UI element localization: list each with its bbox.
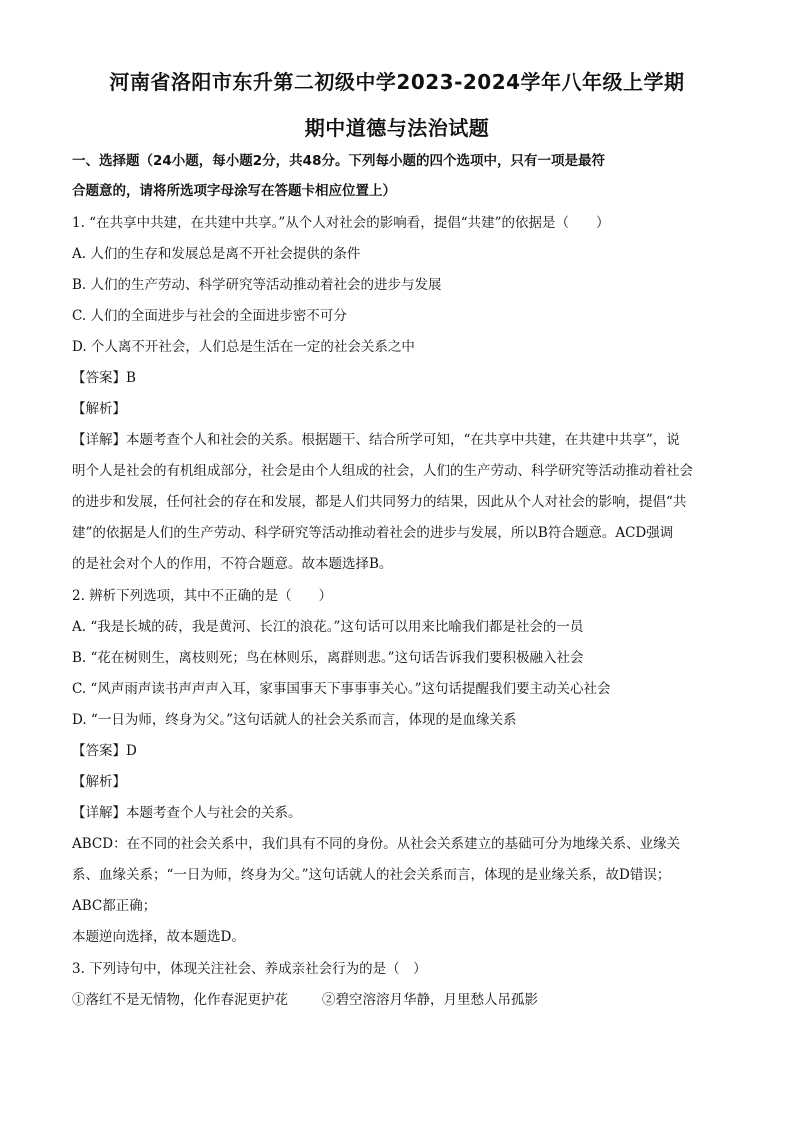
q1-detail-line: 【详解】本题考查个人和社会的关系。根据题干、结合所学可知，“在共享中共建，在共建中共享”，说 (72, 432, 680, 448)
q2-option-a: A. “我是长城的砖，我是黄河、长江的浪花。”这句话可以用来比喻我们都是社会的一员 (72, 619, 584, 635)
q1-answer: 【答案】B (72, 370, 136, 386)
q3-option-2: ②碧空溶溶月华静，月里愁人吊孤影 (322, 992, 538, 1008)
q1-stem: 1. “在共享中共建，在共建中共享。”从个人对社会的影响看，提倡“共建”的依据是（ ） (72, 215, 610, 231)
q3-stem: 3. 下列诗句中，体现关注社会、养成亲社会行为的是（ ） (72, 961, 427, 977)
q2-detail-line: ABCD：在不同的社会关系中，我们具有不同的身份。从社会关系建立的基础可分为地缘关系、业缘关 (72, 836, 681, 852)
q2-detail-line: 【详解】本题考查个人与社会的关系。 (72, 805, 302, 821)
q2-option-b: B. “花在树则生，离枝则死；鸟在林则乐，离群则悲。”这句话告诉我们要积极融入社会 (72, 650, 584, 666)
q1-detail-line: 建”的依据是人们的生产劳动、科学研究等活动推动着社会的进步与发展，所以B符合题意。ACD强调 (72, 525, 674, 541)
section-heading: 一、选择题（24小题，每小题2分，共48分。下列每小题的四个选项中，只有一项是最符 (72, 153, 605, 169)
q2-detail-line: 系、血缘关系；“一日为师，终身为父。”这句话就人的社会关系而言，体现的是业缘关系，故D错误； (72, 867, 671, 883)
q2-detail-line: 本题逆向选择，故本题选D。 (72, 929, 245, 945)
q1-detail-line: 的进步和发展，任何社会的存在和发展，都是人们共同努力的结果，因此从个人对社会的影响，提倡“共 (72, 494, 687, 510)
q2-option-d: D. “一日为师，终身为父。”这句话就人的社会关系而言，体现的是血缘关系 (72, 712, 517, 728)
q1-option-c: C. 人们的全面进步与社会的全面进步密不可分 (72, 308, 347, 324)
page-title: 河南省洛阳市东升第二初级中学2023-2024学年八年级上学期 (109, 70, 685, 94)
section-heading-cont: 合题意的，请将所选项字母涂写在答题卡相应位置上） (72, 183, 396, 199)
q1-option-a: A. 人们的生存和发展总是离不开社会提供的条件 (72, 246, 361, 262)
q2-option-c: C. “风声雨声读书声声声入耳，家事国事天下事事事关心。”这句话提醒我们要主动关心社会 (72, 681, 611, 697)
q1-detail-line: 明个人是社会的有机组成部分，社会是由个人组成的社会，人们的生产劳动、科学研究等活动推动着社会 (72, 463, 693, 479)
q1-analysis-label: 【解析】 (72, 401, 126, 417)
page-subtitle: 期中道德与法治试题 (304, 116, 490, 140)
q1-option-b: B. 人们的生产劳动、科学研究等活动推动着社会的进步与发展 (72, 277, 442, 293)
q3-option-1: ①落红不是无情物，化作春泥更护花 (72, 992, 288, 1008)
q1-option-d: D. 个人离不开社会，人们总是生活在一定的社会关系之中 (72, 339, 415, 355)
q2-answer: 【答案】D (72, 743, 137, 759)
q1-detail-line: 的是社会对个人的作用，不符合题意。故本题选择B。 (72, 556, 393, 572)
q2-analysis-label: 【解析】 (72, 774, 126, 790)
q2-stem: 2. 辨析下列选项，其中不正确的是（ ） (72, 588, 333, 604)
q2-detail-line: ABC都正确； (72, 898, 157, 914)
